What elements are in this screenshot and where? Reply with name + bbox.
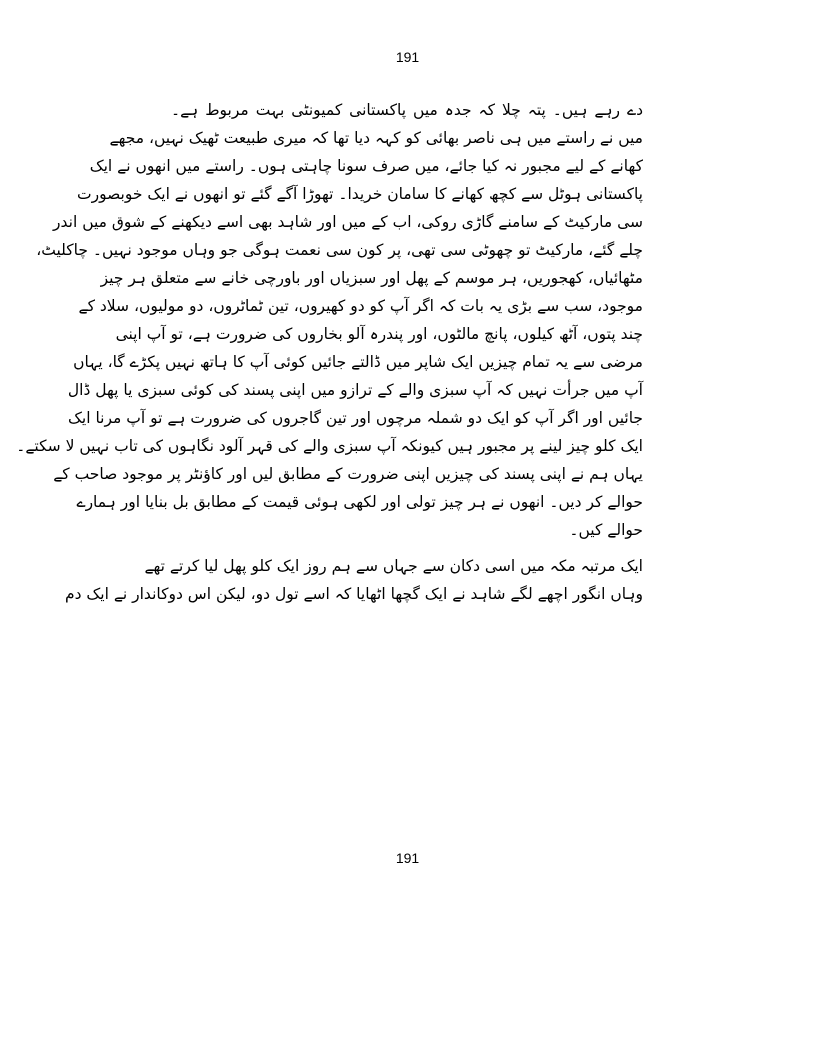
text-line: یہاں ہم نے اپنی پسند کی چیزیں اپنی ضرورت کے مطابق لیں اور کاؤنٹر پر موجود صاحب کے [53, 465, 643, 483]
text-line: کھانے کے لیے مجبور نہ کیا جائے، میں صرف سونا چاہتی ہوں۔ راستے میں انھوں نے ایک [89, 157, 643, 175]
text-line: چند پتوں، آٹھ کیلوں، پانچ مالٹوں، اور پندرہ آلو بخاروں کی ضرورت ہے، تو آپ اپنی [115, 325, 643, 343]
paragraph-gap [171, 544, 643, 552]
text-line: آپ میں جرأت نہیں کہ آپ سبزی والے کے ترازو میں اپنی پسند کی کوئی سبزی یا پھل ڈال [67, 381, 643, 399]
document-body [16, 96, 643, 608]
text-line: ایک کلو چیز لینے پر مجبور ہیں کیونکہ آپ سبزی والے کی قہر آلود نگاہوں کی تاب نہیں لا سکتے۔ [16, 437, 643, 455]
text-line: موجود، سب سے بڑی یہ بات کہ اگر آپ کو دو کھیروں، تین ٹماٹروں، دو مولیوں، سلاد کے [78, 297, 643, 315]
page-number-bottom: 191 [395, 850, 420, 866]
text-line: حوالے کیں۔ [569, 521, 643, 539]
text-line: مرضی سے یہ تمام چیزیں ایک شاپر میں ڈالتے جائیں کوئی آپ کا ہاتھ نہیں پکڑے گا، یہاں [73, 353, 643, 371]
text-line: حوالے کر دیں۔ انھوں نے ہر چیز تولی اور لکھی ہوئی قیمت کے مطابق بل بنایا اور ہمارے [76, 493, 643, 511]
text-line: چلے گئے، مارکیٹ تو چھوٹی سی تھی، پر کون سی نعمت ہوگی جو وہاں موجود نہیں۔ چاکلیٹ، [36, 241, 643, 259]
text-line: وہاں انگور اچھے لگے شاہد نے ایک گچھا اٹھایا کہ اسے تول دو، لیکن اس دوکاندار نے ایک دم [64, 585, 643, 603]
text-line: جائیں اور اگر آپ کو ایک دو شملہ مرچوں اور تین گاجروں کی ضرورت ہے تو آپ مرنا ایک [68, 409, 643, 427]
text-line: دے رہے ہیں۔ پتہ چلا کہ جدہ میں پاکستانی کمیونٹی بہت مربوط ہے۔ [171, 101, 643, 119]
text-line: میں نے راستے میں ہی ناصر بھائی کو کہہ دیا تھا کہ میری طبیعت ٹھیک نہیں، مجھے [109, 129, 643, 147]
text-line: مٹھائیاں، کھجوریں، ہر موسم کے پھل اور سبزیاں اور باورچی خانے سے متعلق ہر چیز [100, 269, 643, 287]
text-line: سی مارکیٹ کے سامنے گاڑی روکی، اب کے میں اور شاہد بھی اسے دیکھنے کے شوق میں اندر [53, 213, 643, 231]
text-line: ایک مرتبہ مکہ میں اسی دکان سے جہاں سے ہم روز ایک کلو پھل لیا کرتے تھے [144, 557, 643, 575]
page-number-top: 191 [395, 49, 420, 65]
text-line: پاکستانی ہوٹل سے کچھ کھانے کا سامان خریدا۔ تھوڑا آگے گئے تو انھوں نے ایک خوبصورت [77, 185, 643, 203]
